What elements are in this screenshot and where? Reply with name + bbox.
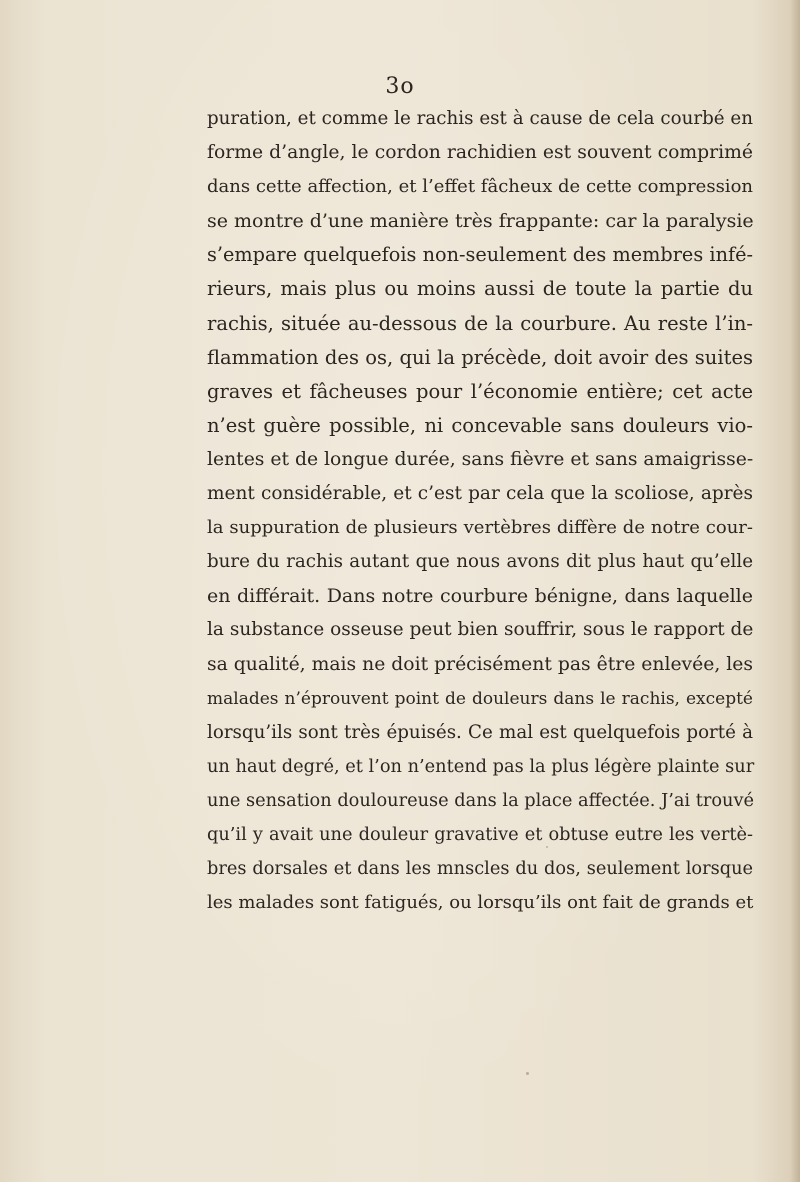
text-line-23: bres dorsales et dans les mnscles du dos, seulement lorsque bbox=[207, 859, 753, 880]
text-line-13: la suppuration de plusieurs vertèbres diffère de notre cour- bbox=[207, 517, 753, 539]
text-line-24: les malades sont fatigués, ou lorsqu’ils ont fait de grands et bbox=[207, 892, 754, 914]
text-line-14: bure du rachis autant que nous avons dit plus haut qu’elle bbox=[207, 551, 753, 573]
text-line-2: forme d’angle, le cordon rachidien est souvent comprimé bbox=[207, 142, 753, 164]
text-line-20: un haut degré, et l’on n’entend pas la plus légère plainte sur bbox=[207, 756, 755, 777]
text-line-19: lorsqu’ils sont très épuisés. Ce mal est quelquefois porté à bbox=[207, 721, 753, 743]
text-line-16: la substance osseuse peut bien souffrir, sous le rapport de bbox=[207, 619, 754, 641]
text-line-21: une sensation douloureuse dans la place affectée. J’ai trouvé bbox=[207, 790, 754, 811]
text-line-9: graves et fâcheuses pour l’économie entière; cet acte bbox=[207, 379, 753, 403]
text-line-8: flammation des os, qui la précède, doit avoir des suites bbox=[207, 345, 753, 369]
text-line-7: rachis, située au-dessous de la courbure. Au reste l’in- bbox=[207, 311, 753, 335]
text-line-17: sa qualité, mais ne doit précisément pas être enlevée, les bbox=[207, 653, 753, 675]
paper-speck bbox=[546, 846, 548, 848]
text-line-6: rieurs, mais plus ou moins aussi de toute la partie du bbox=[207, 277, 753, 301]
text-line-4: se montre d’une manière très frappante: car la paralysie bbox=[207, 210, 754, 233]
text-line-22: qu’il y avait une douleur gravative et obtuse eutre les vertè- bbox=[207, 824, 753, 845]
text-line-10: n’est guère possible, ni concevable sans douleurs vio- bbox=[207, 413, 753, 437]
text-line-1: puration, et comme le rachis est à cause de cela courbé en bbox=[207, 108, 753, 129]
text-line-18: malades n’éprouvent point de douleurs dans le rachis, excepté bbox=[207, 688, 753, 709]
text-line-11: lentes et de longue durée, sans fièvre et sans amaigrisse- bbox=[207, 448, 754, 470]
paper-speck bbox=[526, 1072, 529, 1075]
page-edge-shadow bbox=[790, 0, 800, 1182]
text-line-15: en différait. Dans notre courbure bénigne, dans laquelle bbox=[207, 585, 753, 608]
text-line-12: ment considérable, et c’est par cela que la scoliose, après bbox=[207, 483, 753, 505]
body-text bbox=[207, 102, 753, 920]
page-number: 3o bbox=[385, 74, 415, 99]
text-line-5: s’empare quelquefois non-seulement des membres infé- bbox=[207, 243, 753, 267]
text-line-3: dans cette affection, et l’effet fâcheux de cette compression bbox=[207, 176, 753, 198]
